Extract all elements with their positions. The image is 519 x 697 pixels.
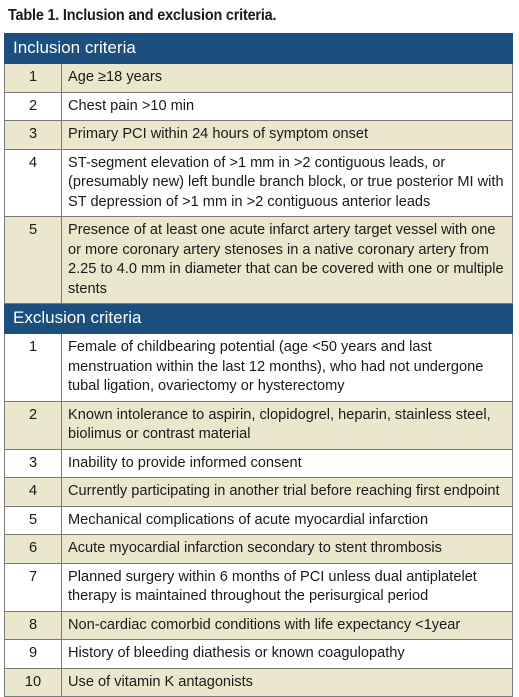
row-text: Age ≥18 years: [62, 64, 513, 93]
row-text: Acute myocardial infarction secondary to stent thrombosis: [62, 535, 513, 564]
row-number: 10: [5, 668, 62, 697]
row-number: 9: [5, 640, 62, 669]
row-number: 2: [5, 92, 62, 121]
row-text: Chest pain >10 min: [62, 92, 513, 121]
row-number: 7: [5, 563, 62, 611]
inclusion-header: Inclusion criteria: [5, 34, 513, 64]
exclusion-header-row: [5, 304, 513, 334]
table-row: [5, 611, 513, 640]
row-number: 4: [5, 478, 62, 507]
exclusion-header: Exclusion criteria: [5, 304, 513, 334]
row-number: 8: [5, 611, 62, 640]
criteria-table: [4, 33, 513, 697]
row-text: Currently participating in another trial before reaching first endpoint: [62, 478, 513, 507]
row-text: Non-cardiac comorbid conditions with life expectancy <1year: [62, 611, 513, 640]
row-number: 5: [5, 217, 62, 304]
row-number: 4: [5, 149, 62, 217]
table-caption: Table 1. Inclusion and exclusion criteria.: [8, 7, 277, 24]
row-text: Primary PCI within 24 hours of symptom onset: [62, 121, 513, 150]
table-row: [5, 563, 513, 611]
table-row: [5, 640, 513, 669]
table-row: [5, 149, 513, 217]
row-text: Use of vitamin K antagonists: [62, 668, 513, 697]
table-row: [5, 64, 513, 93]
row-number: 1: [5, 64, 62, 93]
row-text: History of bleeding diathesis or known coagulopathy: [62, 640, 513, 669]
row-text: Female of childbearing potential (age <50 years and last menstruation within the last 12 months), who had not undergone tubal ligation, ovariectomy or hysterectomy: [62, 334, 513, 402]
table-row: [5, 217, 513, 304]
row-text: ST-segment elevation of >1 mm in >2 contiguous leads, or (presumably new) left bundle branch block, or true posterior MI with ST depression of >1 mm in >2 contiguous anterior leads: [62, 149, 513, 217]
table-row: [5, 535, 513, 564]
table-row: [5, 506, 513, 535]
row-number: 1: [5, 334, 62, 402]
row-number: 3: [5, 121, 62, 150]
row-number: 5: [5, 506, 62, 535]
table-row: [5, 92, 513, 121]
row-text: Mechanical complications of acute myocardial infarction: [62, 506, 513, 535]
table-row: [5, 478, 513, 507]
row-number: 3: [5, 449, 62, 478]
table-row: [5, 334, 513, 402]
table-row: [5, 668, 513, 697]
row-number: 6: [5, 535, 62, 564]
row-number: 2: [5, 401, 62, 449]
table-row: [5, 121, 513, 150]
row-text: Known intolerance to aspirin, clopidogrel, heparin, stainless steel, biolimus or contrast material: [62, 401, 513, 449]
table-row: [5, 449, 513, 478]
table-row: [5, 401, 513, 449]
inclusion-header-row: [5, 34, 513, 64]
row-text: Planned surgery within 6 months of PCI unless dual antiplatelet therapy is maintained throughout the perisurgical period: [62, 563, 513, 611]
row-text: Inability to provide informed consent: [62, 449, 513, 478]
row-text: Presence of at least one acute infarct artery target vessel with one or more coronary artery stenoses in a native coronary artery from 2.25 to 4.0 mm in diameter that can be covered with one or multiple stents: [62, 217, 513, 304]
